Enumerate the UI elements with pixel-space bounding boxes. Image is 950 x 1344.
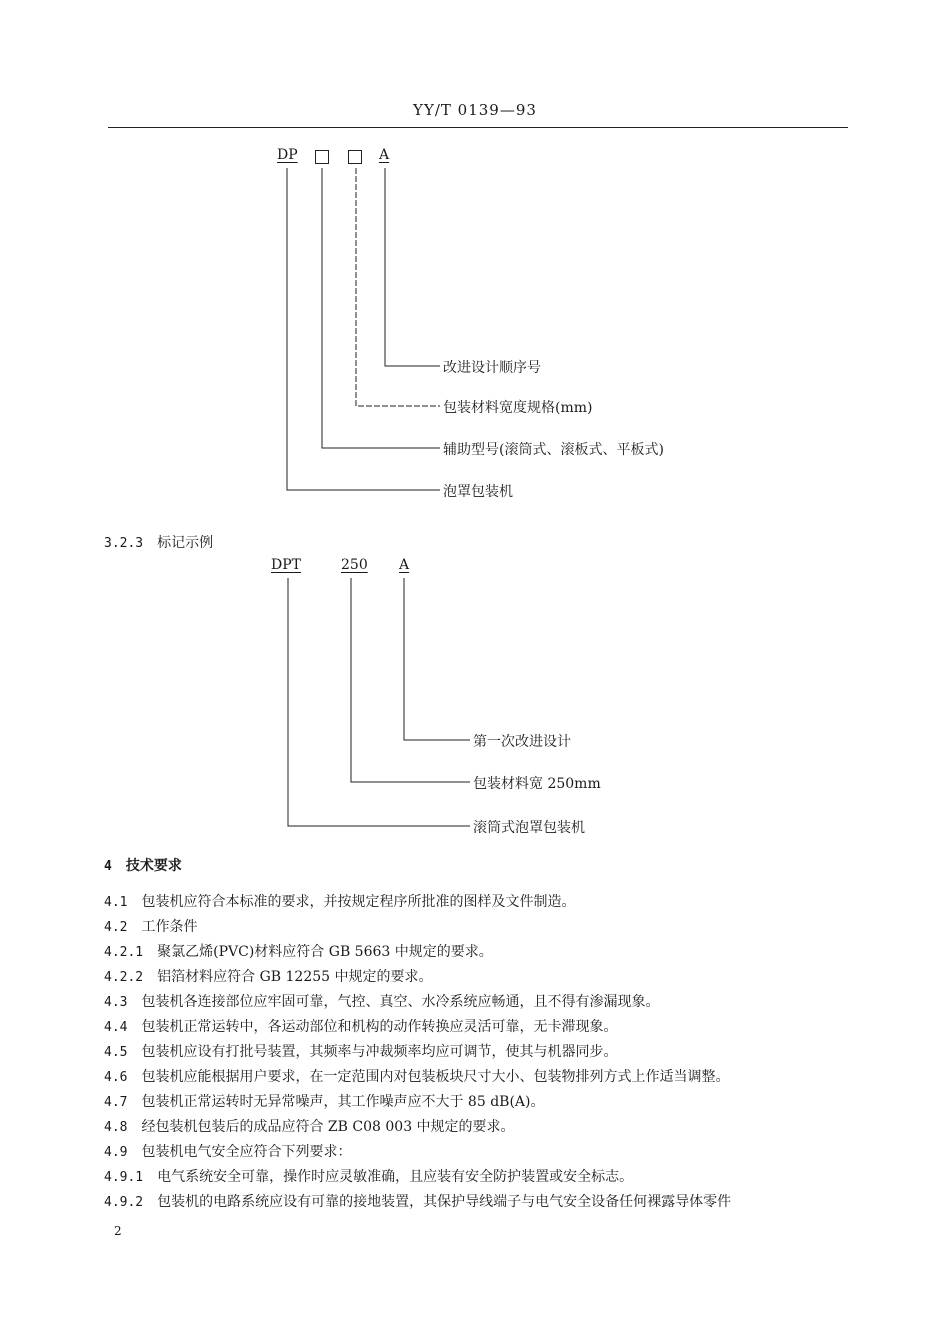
label-improvement-sequence: 改进设计顺序号 [443, 360, 541, 376]
item-text: 包装机电气安全应符合下列要求： [141, 1144, 352, 1160]
code-suffix: A [379, 147, 390, 163]
label-material-width: 包装材料宽度规格(mm) [443, 400, 593, 416]
section-number: 4 [104, 859, 112, 874]
requirement-4-9 [104, 1141, 351, 1161]
item-number: 4.9.2 [104, 1195, 144, 1210]
item-text: 包装机正常运转中，各运动部位和机构的动作转换应灵活可靠，无卡滞现象。 [141, 1019, 618, 1035]
section-title: 技术要求 [125, 858, 182, 874]
requirement-4-9-1 [104, 1166, 633, 1186]
requirement-4-2-1 [104, 941, 493, 961]
label-roller-blister-packer: 滚筒式泡罩包装机 [473, 820, 585, 836]
item-number: 4.1 [104, 895, 128, 910]
requirement-4-2 [104, 916, 197, 936]
item-text: 包装机正常运转时无异常噪声，其工作噪声应不大于 85 dB(A)。 [141, 1094, 545, 1110]
item-text: 工作条件 [141, 919, 198, 935]
item-number: 4.9.1 [104, 1170, 144, 1185]
item-number: 4.4 [104, 1020, 128, 1035]
label-auxiliary-type: 辅助型号(滚筒式、滚板式、平板式) [443, 442, 664, 458]
item-number: 4.3 [104, 995, 128, 1010]
example-code-a: A [399, 557, 410, 573]
item-text: 电气系统安全可靠，操作时应灵敏准确，且应装有安全防护装置或安全标志。 [157, 1169, 634, 1185]
item-number: 4.2 [104, 920, 128, 935]
item-text: 包装机应设有打批号装置，其频率与冲裁频率均应可调节，使其与机器同步。 [141, 1044, 618, 1060]
item-number: 4.9 [104, 1145, 128, 1160]
item-text: 包装机各连接部位应牢固可靠，气控、真空、水冷系统应畅通，且不得有渗漏现象。 [141, 994, 660, 1010]
requirement-4-4 [104, 1016, 617, 1036]
requirement-4-2-2 [104, 966, 433, 986]
section-4-heading [104, 855, 182, 875]
label-width-250: 包装材料宽 250mm [473, 776, 601, 792]
item-number: 4.2.2 [104, 970, 144, 985]
example-code-dpt: DPT [271, 557, 301, 573]
item-number: 4.7 [104, 1095, 128, 1110]
requirement-4-8 [104, 1116, 515, 1136]
item-number: 4.5 [104, 1045, 128, 1060]
requirement-4-6 [104, 1066, 729, 1086]
label-first-improvement: 第一次改进设计 [473, 734, 571, 750]
item-text: 包装机的电路系统应设有可靠的接地装置，其保护导线端子与电气安全设备任何裸露导体零件 [157, 1194, 732, 1210]
requirement-4-3 [104, 991, 659, 1011]
requirement-4-7 [104, 1091, 544, 1111]
item-text: 铝箔材料应符合 GB 12255 中规定的要求。 [157, 969, 433, 985]
requirement-4-9-2 [104, 1191, 731, 1211]
item-text: 聚氯乙烯(PVC)材料应符合 GB 5663 中规定的要求。 [157, 944, 493, 960]
item-text: 包装机应能根据用户要求，在一定范围内对包装板块尺寸大小、包装物排列方式上作适当调整。 [141, 1069, 730, 1085]
section-number: 3.2.3 [104, 536, 144, 551]
label-blister-packer: 泡罩包装机 [443, 484, 513, 500]
requirement-4-5 [104, 1041, 617, 1061]
item-number: 4.6 [104, 1070, 128, 1085]
standard-code: YY/T 0139—93 [413, 101, 537, 119]
example-code-250: 250 [341, 557, 368, 573]
item-number: 4.2.1 [104, 945, 144, 960]
item-number: 4.8 [104, 1120, 128, 1135]
item-text: 经包装机包装后的成品应符合 ZB C08 003 中规定的要求。 [141, 1119, 515, 1135]
section-title: 标记示例 [157, 535, 214, 551]
code-prefix: DP [277, 147, 298, 163]
requirement-4-1 [104, 891, 575, 911]
item-text: 包装机应符合本标准的要求，并按规定程序所批准的图样及文件制造。 [141, 894, 576, 910]
page-number: 2 [114, 1224, 122, 1238]
